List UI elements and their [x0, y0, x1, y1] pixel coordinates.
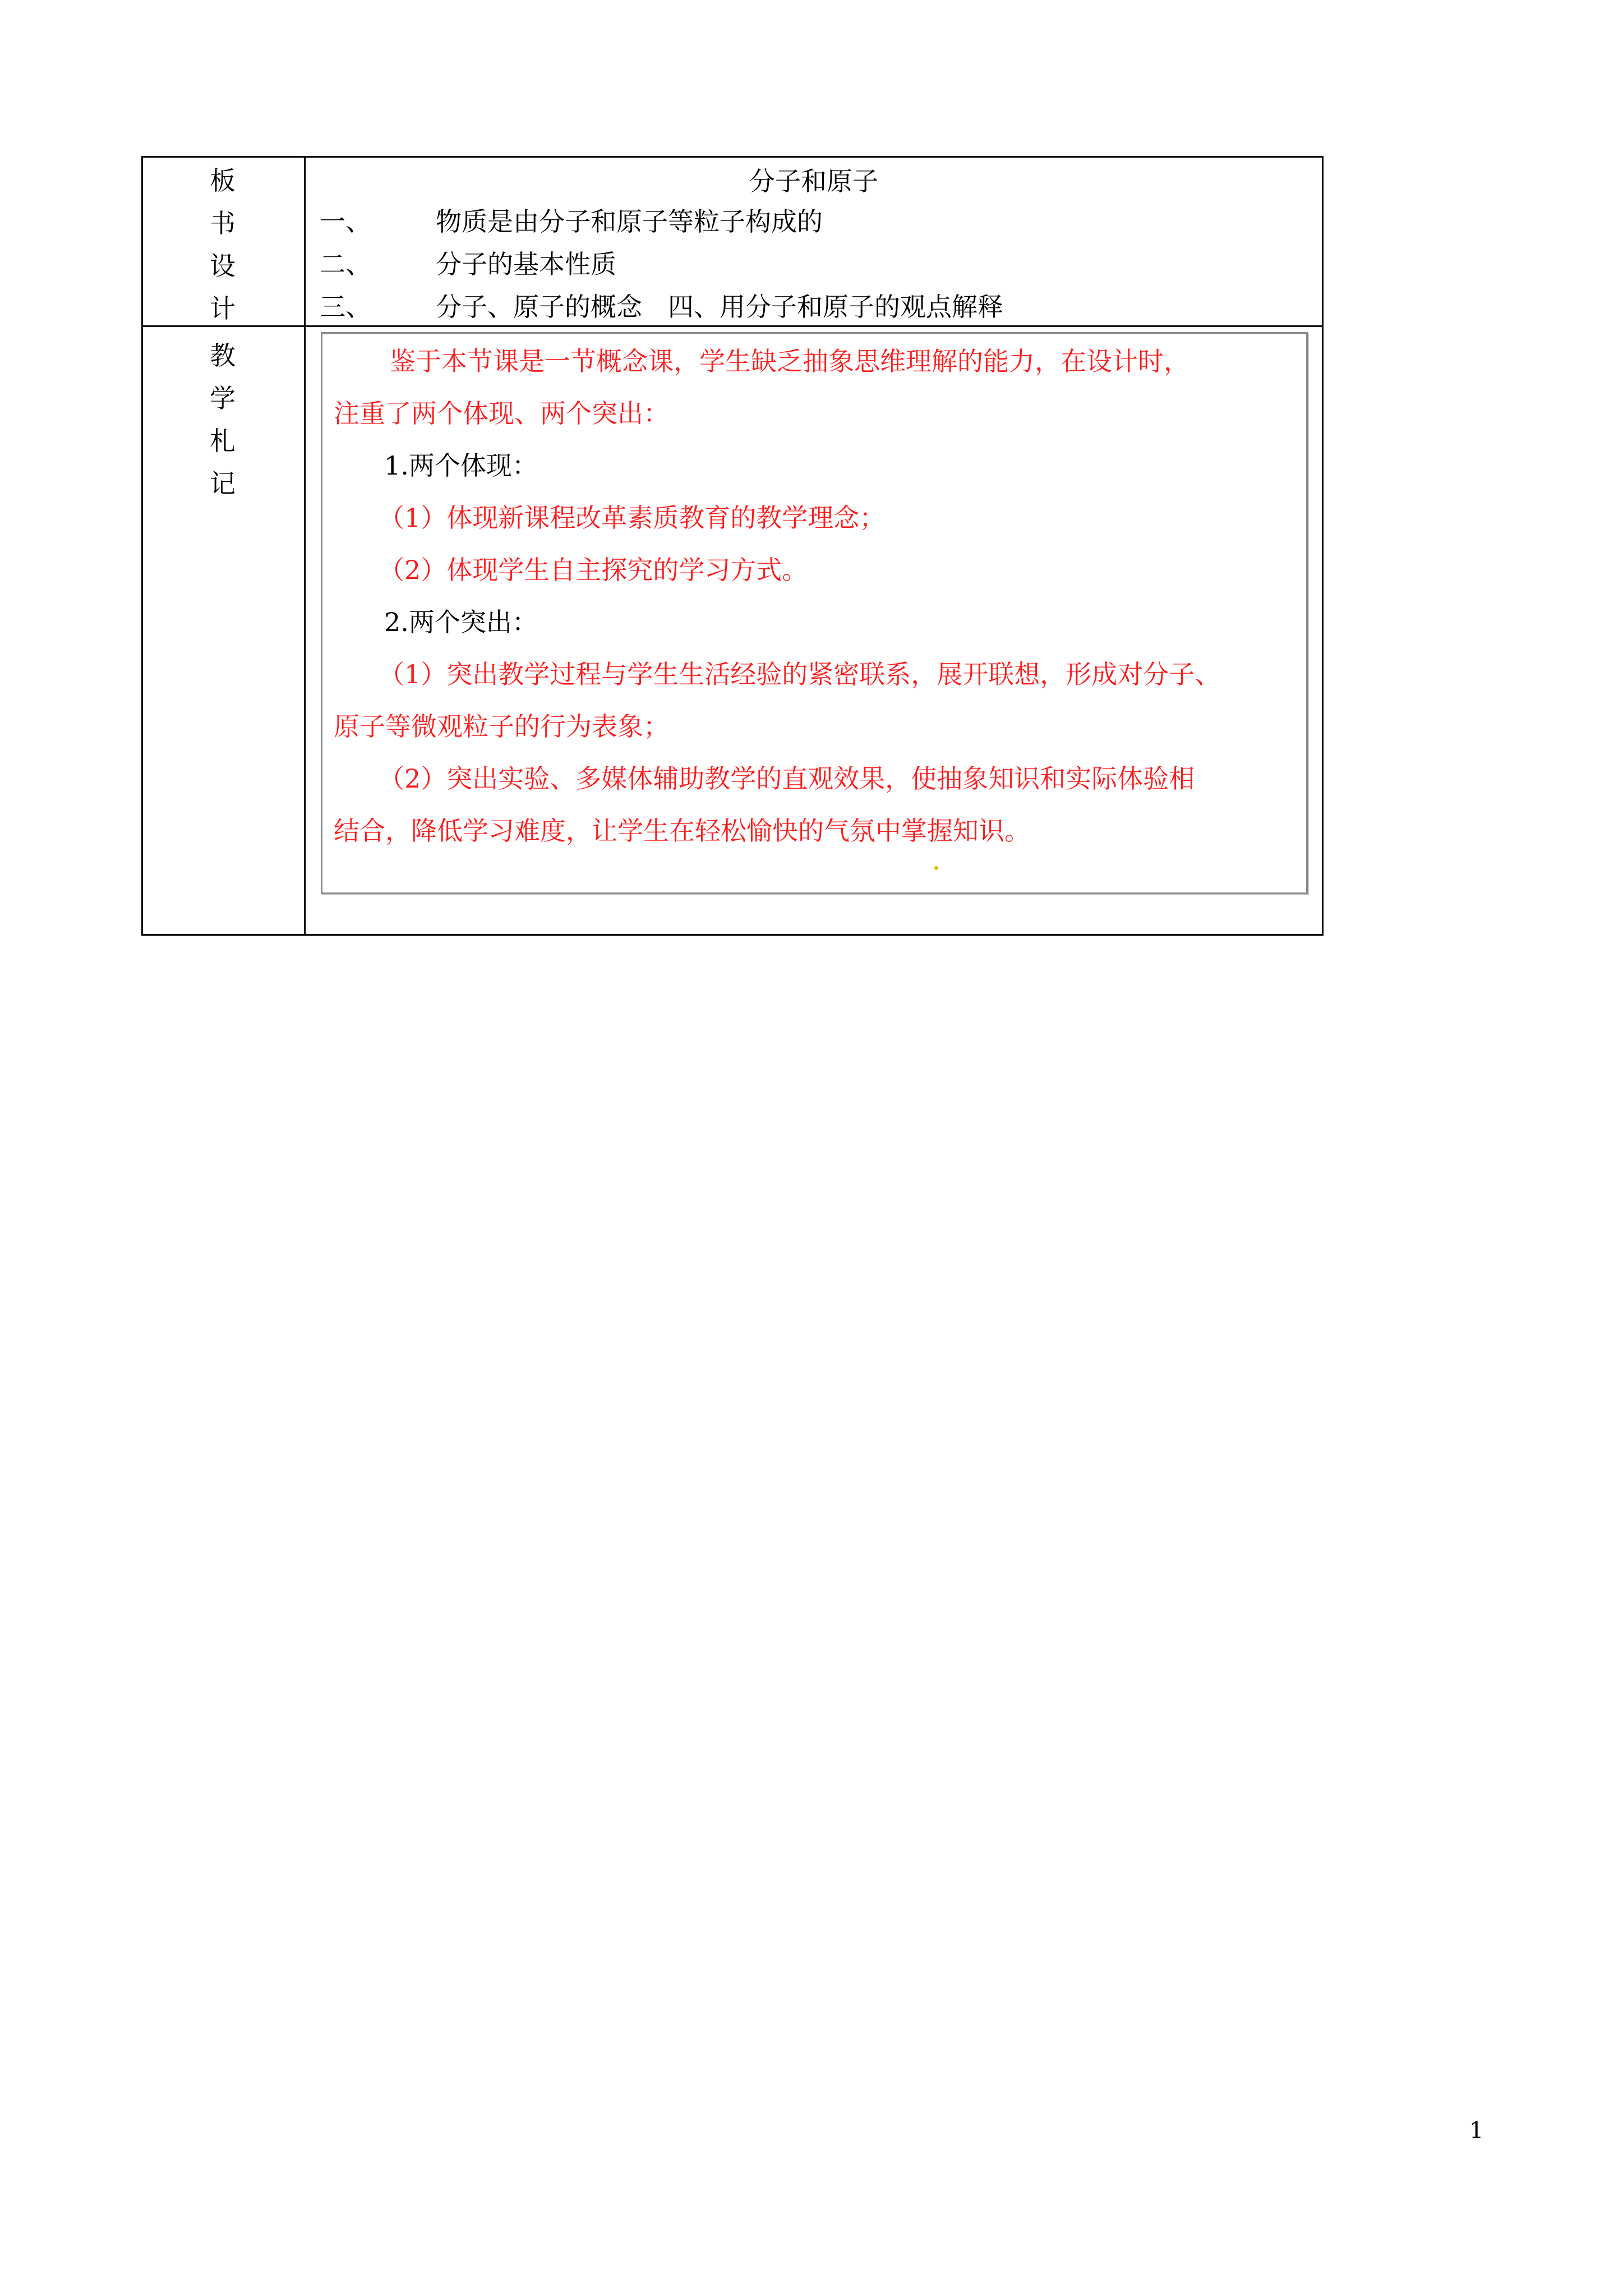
- board-item-number: 二、: [320, 249, 371, 279]
- notes-line: 结合，降低学习难度，让学生在轻松愉快的气氛中掌握知识。: [334, 816, 1030, 846]
- board-item-text: 分子的基本性质: [436, 249, 616, 279]
- teaching-notes-box: [321, 332, 1308, 894]
- page-number: 1: [1469, 2118, 1484, 2143]
- label-char: 板: [210, 165, 236, 196]
- notes-heading: 2.两个突出：: [384, 607, 538, 637]
- table-border-right: [1322, 156, 1324, 936]
- board-item-number: 一、: [320, 206, 371, 237]
- label-char: 记: [210, 468, 236, 499]
- board-item-2: [320, 245, 616, 284]
- table-border-top: [141, 156, 1324, 158]
- label-char: 学: [210, 383, 236, 413]
- board-item-1: [320, 202, 823, 241]
- notes-line: （1）突出教学过程与学生生活经验的紧密联系，展开联想，形成对分子、: [379, 659, 1221, 689]
- table-border-bottom: [141, 934, 1324, 936]
- notes-line: （2）突出实验、多媒体辅助教学的直观效果，使抽象知识和实际体验相: [379, 763, 1195, 794]
- notes-line: 原子等微观粒子的行为表象；: [334, 711, 669, 742]
- table-column-divider: [304, 156, 306, 936]
- board-design-label: [141, 159, 304, 330]
- board-item-text: 分子、原子的概念 四、用分子和原子的观点解释: [436, 292, 1003, 322]
- label-char: 教: [210, 341, 236, 371]
- board-title: 分子和原子: [749, 166, 878, 196]
- teaching-notes-label: [141, 334, 304, 505]
- board-item-number: 三、: [320, 292, 371, 322]
- notes-line: （1）体现新课程改革素质教育的教学理念；: [379, 503, 886, 533]
- label-char: 计: [210, 293, 236, 324]
- notes-line: 注重了两个体现、两个突出：: [334, 398, 669, 429]
- lesson-table: [141, 156, 1324, 936]
- notes-line: （2）体现学生自主探究的学习方式。: [379, 555, 808, 585]
- label-char: 设: [210, 251, 236, 281]
- notes-heading: 1.两个体现：: [384, 450, 538, 481]
- notes-line: 鉴于本节课是一节概念课，学生缺乏抽象思维理解的能力，在设计时，: [390, 346, 1189, 376]
- label-char: 札: [210, 426, 236, 456]
- board-item-text: 物质是由分子和原子等粒子构成的: [436, 206, 823, 237]
- stray-mark: [934, 866, 938, 870]
- board-item-3: [320, 287, 1003, 326]
- label-char: 书: [210, 208, 236, 238]
